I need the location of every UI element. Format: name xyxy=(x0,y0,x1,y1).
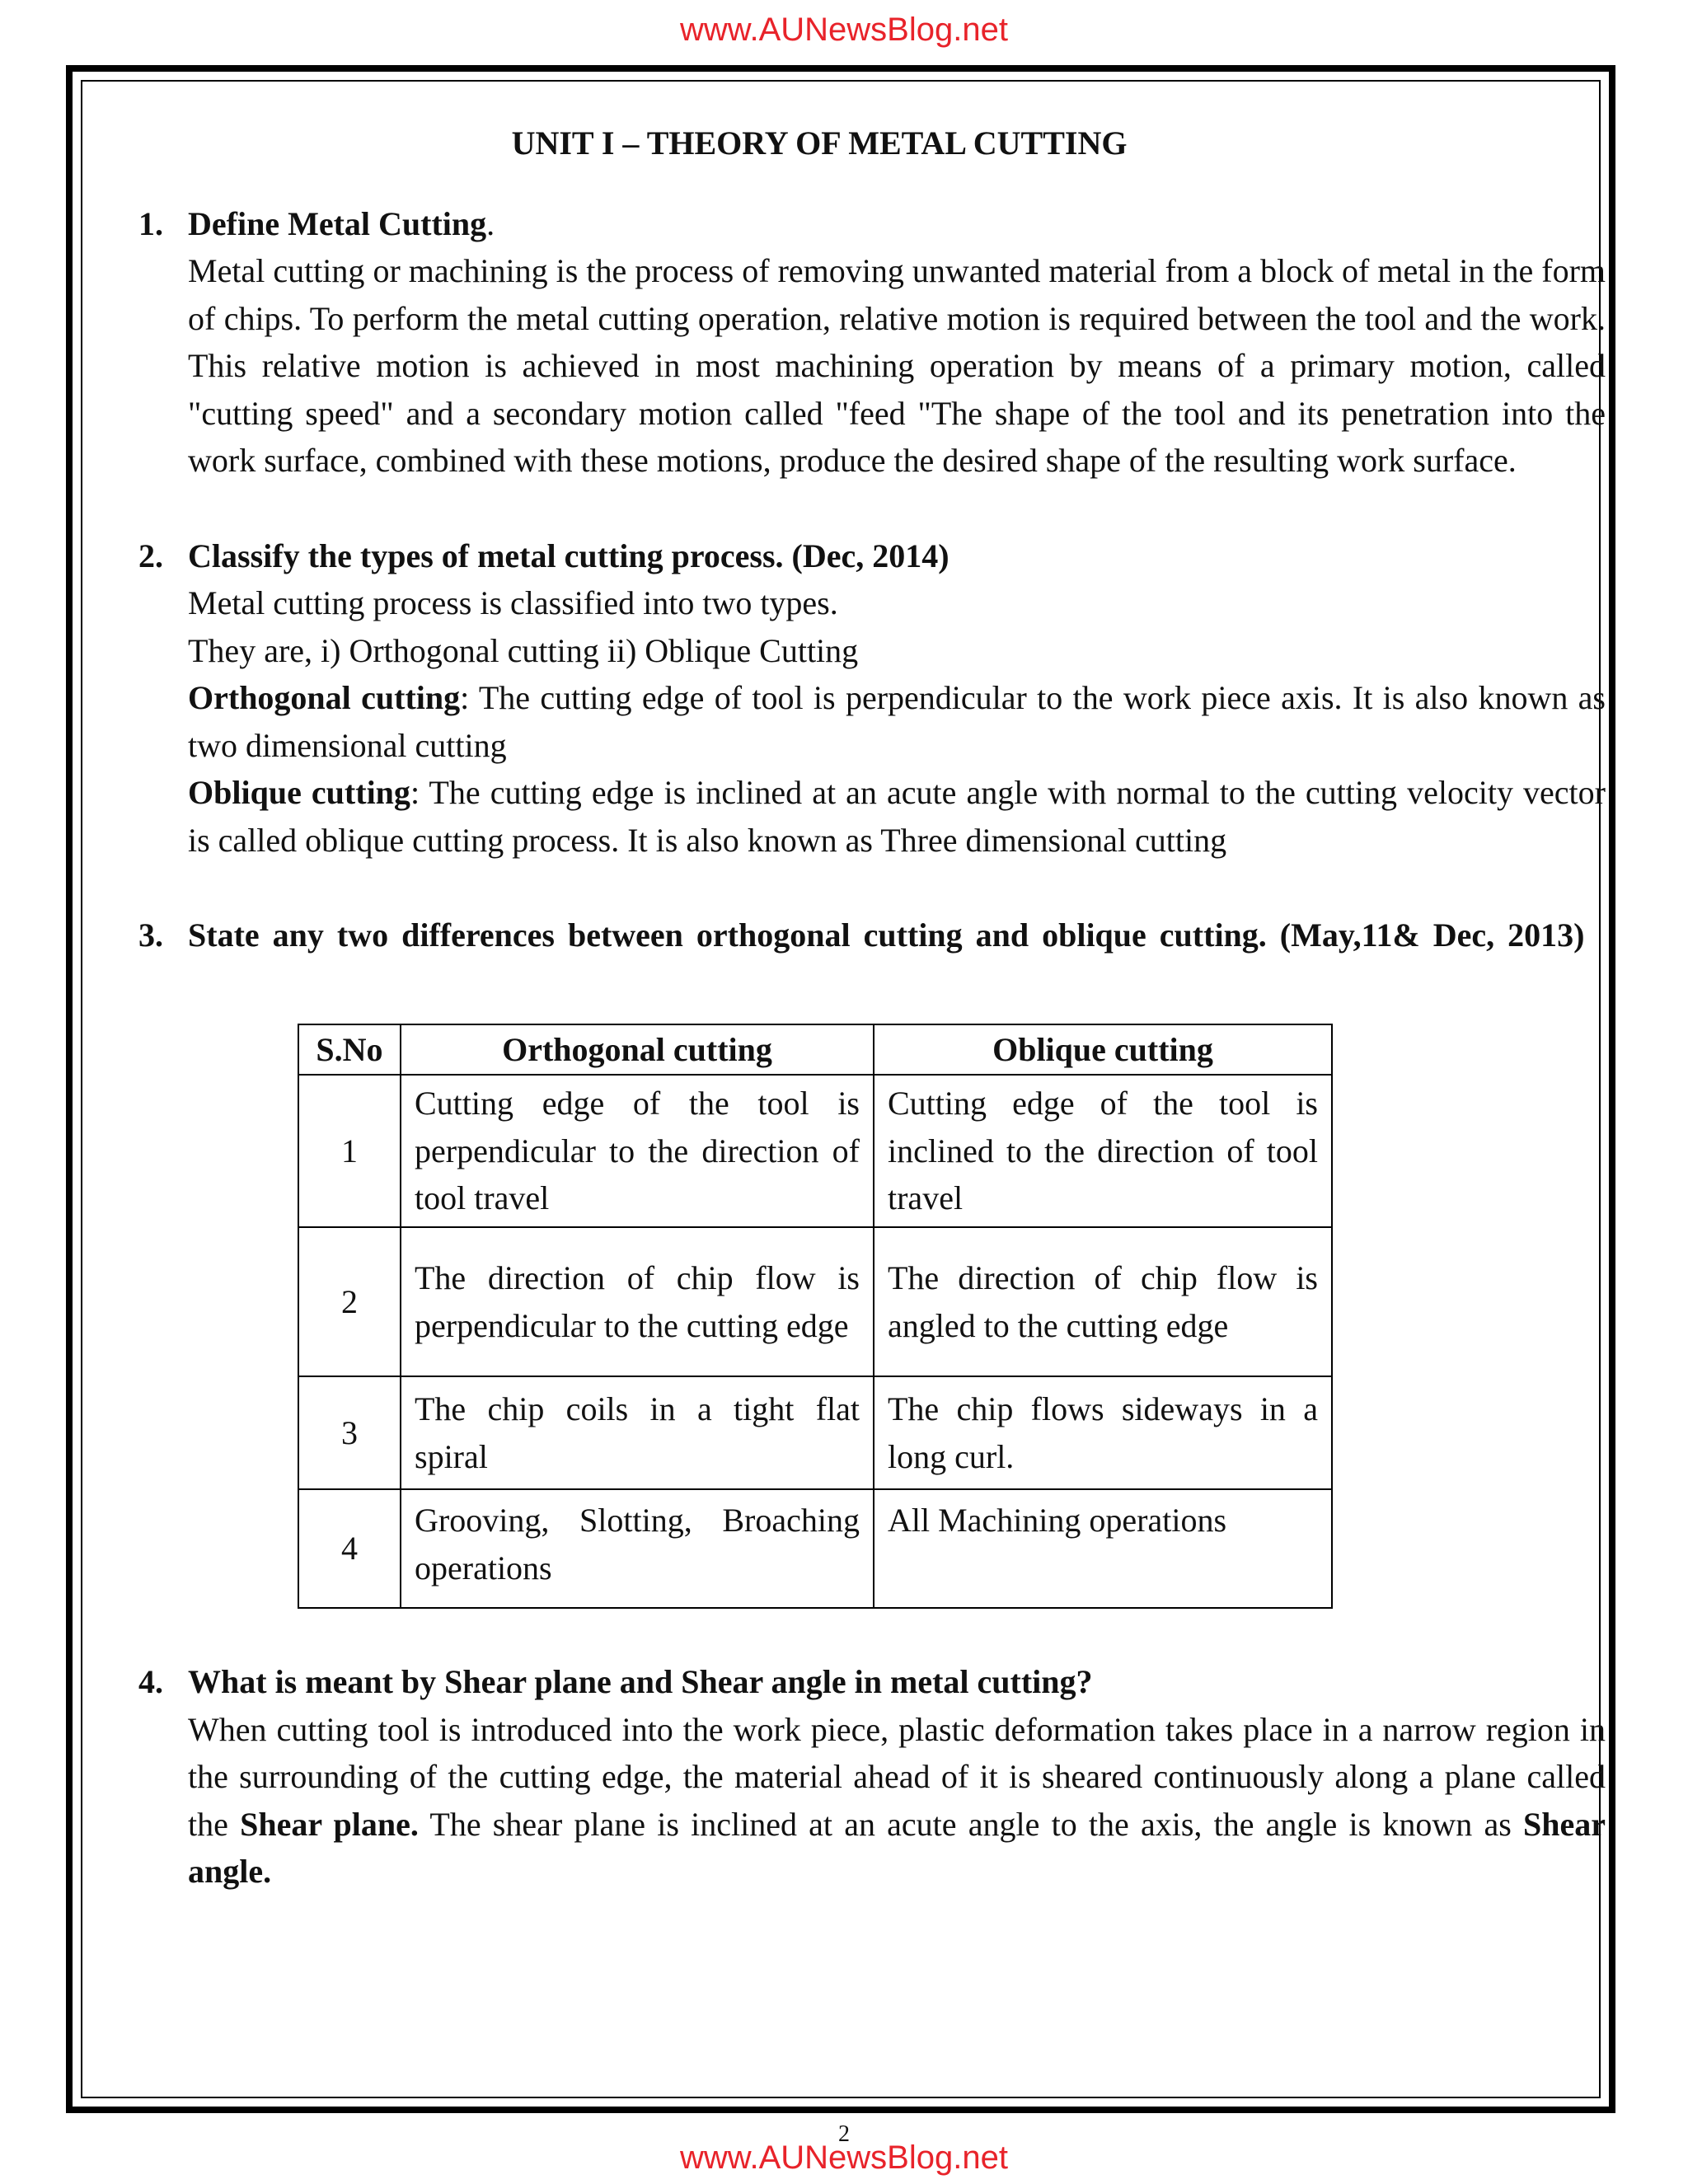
watermark-bottom[interactable]: www.AUNewsBlog.net xyxy=(680,2139,1008,2176)
question-4 xyxy=(138,1658,1606,1896)
page-content xyxy=(138,120,1606,1943)
table-cell: Grooving, Slotting, Broaching operations xyxy=(401,1489,874,1608)
question-1 xyxy=(138,200,1606,485)
table-cell: All Machining operations xyxy=(874,1489,1332,1608)
table-row xyxy=(298,1075,1332,1227)
question-list xyxy=(138,200,1606,1896)
question-title-text: Define Metal Cutting xyxy=(188,204,487,242)
table-cell: Cutting edge of the tool is inclined to the direction of tool travel xyxy=(874,1075,1332,1227)
table-cell: 1 xyxy=(298,1075,401,1227)
question-title: State any two differences between orthogonal cutting and oblique cutting. (May,11& Dec, 2013) xyxy=(188,916,1585,954)
question-number: 3. xyxy=(138,916,163,954)
question-number: 2. xyxy=(138,537,163,574)
answer-text xyxy=(188,1706,1606,1896)
watermark-top[interactable]: www.AUNewsBlog.net xyxy=(680,12,1008,48)
question-3 xyxy=(138,912,1606,959)
unit-title: UNIT I – THEORY OF METAL CUTTING xyxy=(511,124,1128,162)
definition-text: : The cutting edge of tool is perpendicular to the work piece axis. It is also known as two dimensional cutting xyxy=(188,679,1606,764)
table-cell: The direction of chip flow is angled to the cutting edge xyxy=(874,1227,1332,1376)
table-cell: The direction of chip flow is perpendicular to the cutting edge xyxy=(401,1227,874,1376)
table-row xyxy=(298,1227,1332,1376)
answer-line: They are, i) Orthogonal cutting ii) Oblique Cutting xyxy=(188,631,859,669)
table-header-row xyxy=(298,1024,1332,1076)
question-title xyxy=(188,200,1606,248)
question-title: What is meant by Shear plane and Shear angle in metal cutting? xyxy=(188,1663,1093,1700)
answer-part: The shear plane is inclined at an acute angle to the axis, the angle is known as xyxy=(418,1805,1523,1843)
table-cell: Cutting edge of the tool is perpendicular to the direction of tool travel xyxy=(401,1075,874,1227)
answer-text: Metal cutting or machining is the process of removing unwanted material from a block of metal in the form of chips. To perform the metal cutting operation, relative motion is required between the tool and the work. This relative motion is achieved in most machining operation by means of a primary motion, called "cutting speed" and a secondary motion called "feed "The shape of the tool and its penetration into the work surface, combined with these motions, produce the desired shape of the resulting work surface. xyxy=(188,252,1606,479)
term-oblique: Oblique cutting xyxy=(188,774,410,811)
oblique-definition xyxy=(188,769,1606,864)
question-2 xyxy=(138,532,1606,865)
column-header: Orthogonal cutting xyxy=(401,1024,874,1076)
term-shear-plane: Shear plane. xyxy=(240,1805,419,1843)
table-cell: 2 xyxy=(298,1227,401,1376)
question-title: Classify the types of metal cutting process. (Dec, 2014) xyxy=(188,537,950,574)
table-cell: The chip coils in a tight flat spiral xyxy=(401,1376,874,1489)
orthogonal-definition xyxy=(188,674,1606,769)
column-header: Oblique cutting xyxy=(874,1024,1332,1076)
question-title-suffix: . xyxy=(486,204,495,242)
definition-text: : The cutting edge is inclined at an acute angle with normal to the cutting velocity vector is called oblique cutting process. It is also known as Three dimensional cutting xyxy=(188,774,1606,859)
question-number: 1. xyxy=(138,204,163,242)
term-shear-angle: Shear angle. xyxy=(188,1805,1606,1890)
table-cell: The chip flows sideways in a long curl. xyxy=(874,1376,1332,1489)
table-cell: 4 xyxy=(298,1489,401,1608)
answer-line: Metal cutting process is classified into two types. xyxy=(188,584,838,621)
term-orthogonal: Orthogonal cutting xyxy=(188,679,461,716)
column-header: S.No xyxy=(298,1024,401,1076)
question-number: 4. xyxy=(138,1663,163,1700)
table-cell: 3 xyxy=(298,1376,401,1489)
table-row xyxy=(298,1376,1332,1489)
table-row xyxy=(298,1489,1332,1608)
answer-part: When cutting tool is introduced into the work piece, plastic deformation takes place in a narrow region in the surrounding of the cutting edge, the material ahead of it is sheared continuously along a plane called the xyxy=(188,1710,1606,1843)
page-number: 2 xyxy=(838,2121,850,2147)
comparison-table xyxy=(298,1024,1333,1610)
